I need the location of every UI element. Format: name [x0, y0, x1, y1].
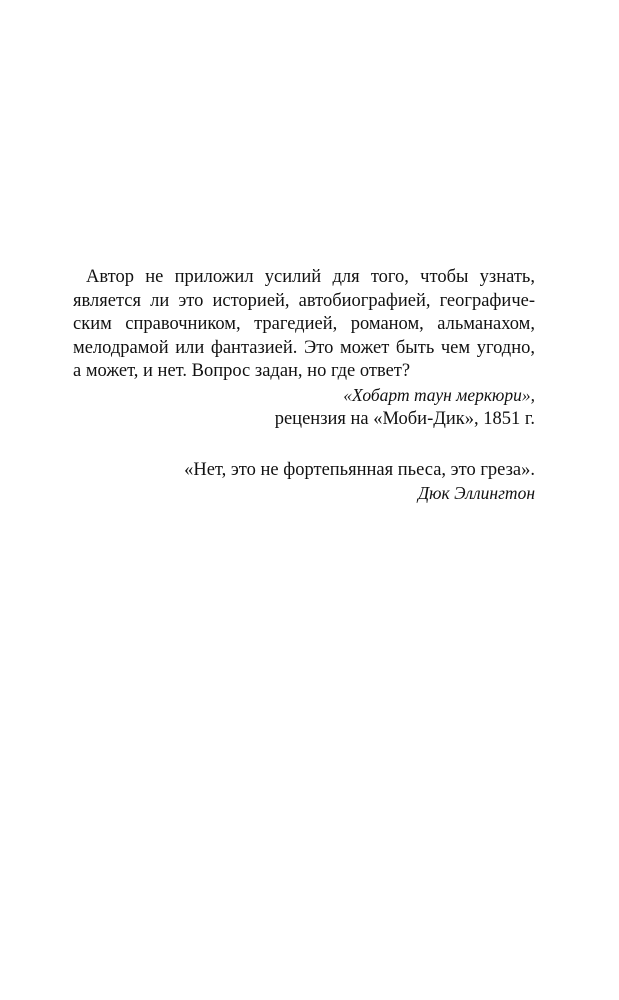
epigraph-author: Дюк Эллингтон — [418, 483, 535, 503]
epigraph-quote: «Нет, это не фортепьянная пьеса, это греза». — [184, 460, 535, 480]
epigraph-source-detail: рецензия на «Моби-Дик», 1851 г. — [274, 409, 535, 429]
epigraph-quote-line: мелодрамой или фантазией. Это может быть чем угодно, — [73, 337, 535, 358]
epigraph-moby-dick-review — [73, 266, 535, 431]
epigraph-ellington — [73, 458, 535, 506]
epigraph-quote-line: а может, и нет. Вопрос задан, но где ответ? — [73, 361, 411, 381]
epigraph-quote-line: ским справочником, трагедией, романом, альманахом, — [73, 314, 535, 334]
epigraph-quote-line: Автор не приложил усилий для того, чтобы узнать, — [86, 267, 535, 287]
epigraph-source: «Хобарт таун меркюри», — [343, 384, 535, 405]
epigraph-quote-line: является ли это историей, автобиографией, географиче- — [73, 290, 535, 311]
